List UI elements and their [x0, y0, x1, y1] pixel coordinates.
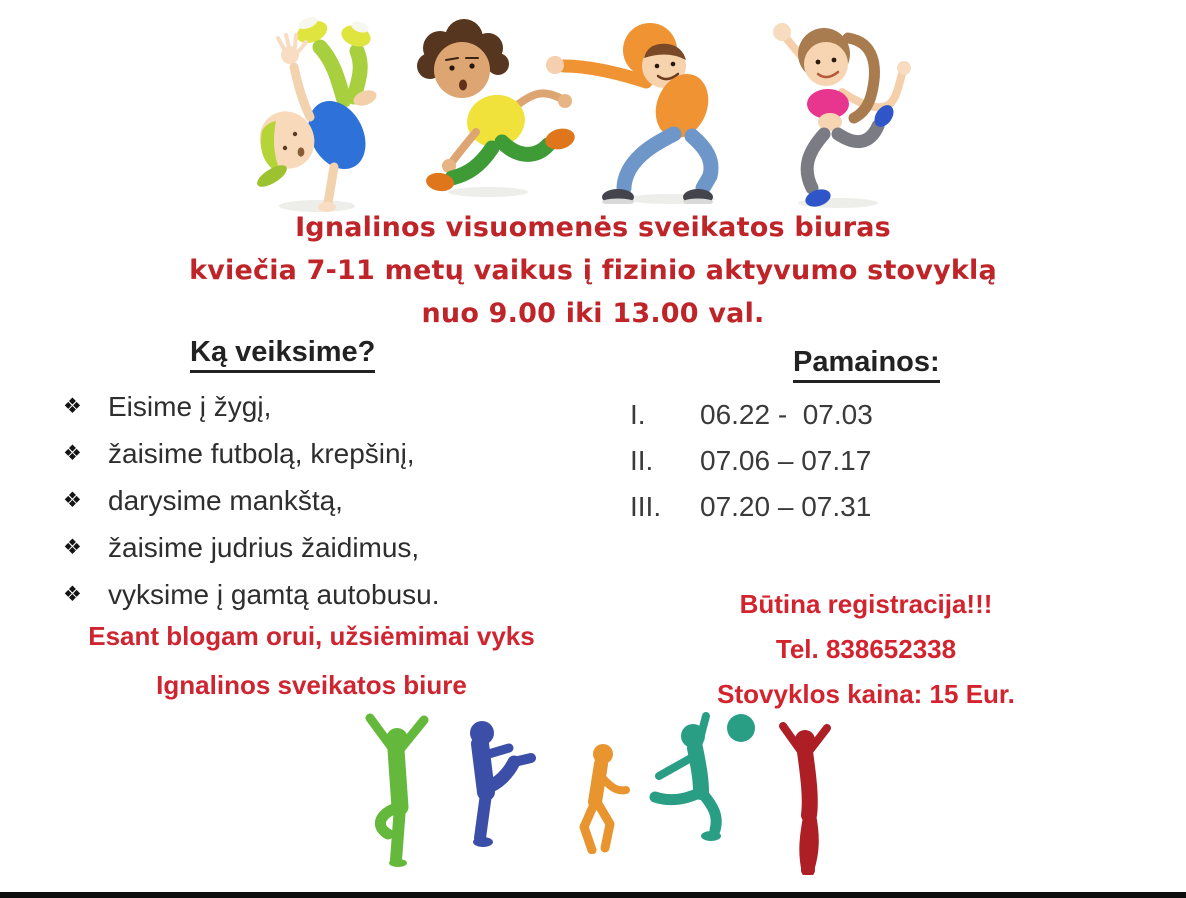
registration-info — [666, 582, 1066, 717]
activities-list — [63, 383, 440, 618]
breakdancing-boy-illustration — [232, 5, 402, 215]
note-line-2: Ignalinos sveikatos biure — [156, 670, 467, 700]
diamond-bullet-icon: ❖ — [63, 583, 82, 606]
shift-numeral: II. — [630, 445, 654, 476]
registration-required-line: Būtina registracija!!! — [739, 589, 993, 619]
running-girl-illustration — [738, 12, 950, 208]
list-item — [63, 477, 440, 524]
heading-line-2: kviečia 7-11 metų vaikus į fizinio aktyvumo stovyklą — [189, 255, 997, 286]
shift-dates: 07.20 – 07.31 — [700, 491, 872, 522]
table-row — [630, 484, 873, 530]
diamond-bullet-icon: ❖ — [63, 442, 82, 465]
note-line-1: Esant blogam orui, užsiėmimai vyks — [88, 621, 535, 651]
activity-label: darysime mankštą, — [108, 484, 343, 516]
table-row — [630, 438, 873, 484]
stretching-kid-silhouette — [360, 712, 435, 867]
bottom-black-bar — [0, 892, 1186, 898]
shift-dates: 06.22 - 07.03 — [700, 399, 873, 430]
camp-price: Stovyklos kaina: 15 Eur. — [717, 679, 1015, 709]
diamond-bullet-icon: ❖ — [63, 536, 82, 559]
shift-numeral: III. — [630, 491, 662, 522]
shift-numeral: I. — [630, 399, 646, 430]
activities-title: Ką veiksime? — [190, 336, 375, 373]
walking-kid-silhouette — [565, 742, 635, 854]
registration-phone: Tel. 838652338 — [775, 634, 957, 664]
shifts-table — [630, 392, 873, 530]
list-item — [63, 430, 440, 477]
list-item — [63, 383, 440, 430]
shift-dates: 07.06 – 07.17 — [700, 445, 872, 476]
diamond-bullet-icon: ❖ — [63, 489, 82, 512]
list-item — [63, 571, 440, 618]
hoodie-dancer-boy-illustration — [530, 8, 762, 204]
ball-jump-kid-silhouette — [645, 708, 760, 843]
activity-label: Eisime į žygį, — [108, 390, 272, 422]
heading-line-1: Ignalinos visuomenės sveikatos biuras — [295, 212, 891, 243]
shifts-title: Pamainos: — [793, 346, 940, 383]
heading-line-3: nuo 9.00 iki 13.00 val. — [421, 298, 765, 329]
bad-weather-note — [59, 612, 564, 710]
list-item — [63, 524, 440, 571]
flyer-heading — [0, 206, 1186, 335]
jumping-kid-silhouette — [775, 720, 835, 875]
kicking-kid-silhouette — [452, 718, 537, 848]
activity-label: vyksime į gamtą autobusu. — [108, 578, 440, 610]
activity-label: žaisime futbolą, krepšinį, — [108, 437, 415, 469]
table-row — [630, 392, 873, 438]
activity-label: žaisime judrius žaidimus, — [108, 531, 420, 563]
diamond-bullet-icon: ❖ — [63, 395, 82, 418]
